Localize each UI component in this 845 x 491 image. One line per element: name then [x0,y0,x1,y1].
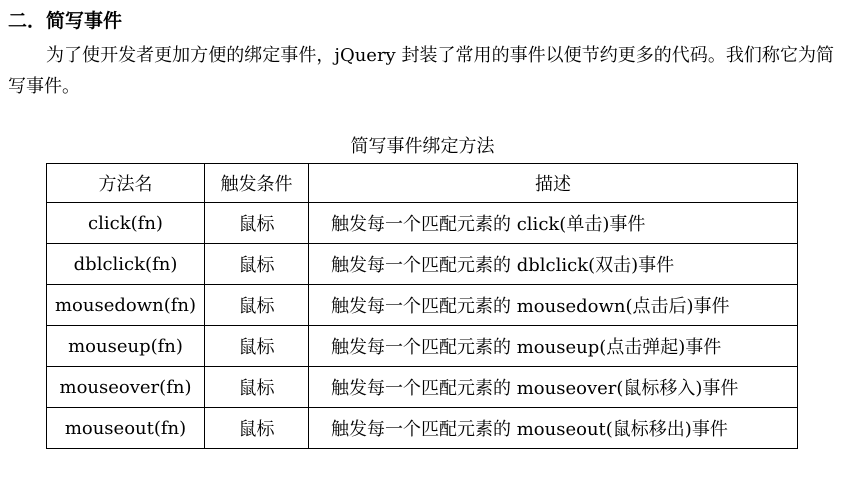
cell-method: mouseover(fn) [47,367,205,408]
cell-method: mouseout(fn) [47,408,205,449]
table-header-row [47,164,798,203]
cell-condition: 鼠标 [205,244,309,285]
cell-method: click(fn) [47,203,205,244]
table-caption: 简写事件绑定方法 [350,136,495,157]
cell-description: 触发每一个匹配元素的 mouseout(鼠标移出)事件 [309,408,798,449]
cell-method: dblclick(fn) [47,244,205,285]
cell-condition: 鼠标 [205,408,309,449]
cell-condition: 鼠标 [205,285,309,326]
cell-condition: 鼠标 [205,203,309,244]
cell-description: 触发每一个匹配元素的 mousedown(点击后)事件 [309,285,798,326]
table-row [47,326,798,367]
cell-description: 触发每一个匹配元素的 mouseover(鼠标移入)事件 [309,367,798,408]
cell-description: 触发每一个匹配元素的 dblclick(双击)事件 [309,244,798,285]
cell-description: 触发每一个匹配元素的 click(单击)事件 [309,203,798,244]
table-row [47,203,798,244]
header-method-name: 方法名 [47,164,205,203]
table-row [47,408,798,449]
table-row [47,244,798,285]
intro-paragraph: 为了使开发者更加方便的绑定事件，jQuery 封装了常用的事件以便节约更多的代码。我们称它为简写事件。 [8,45,834,97]
table-row [47,367,798,408]
header-description: 描述 [309,164,798,203]
cell-condition: 鼠标 [205,326,309,367]
header-trigger-condition: 触发条件 [205,164,309,203]
cell-condition: 鼠标 [205,367,309,408]
section-heading: 二．简写事件 [8,10,123,32]
cell-method: mousedown(fn) [47,285,205,326]
cell-description: 触发每一个匹配元素的 mouseup(点击弹起)事件 [309,326,798,367]
table-row [47,285,798,326]
cell-method: mouseup(fn) [47,326,205,367]
shorthand-events-table [46,163,798,449]
